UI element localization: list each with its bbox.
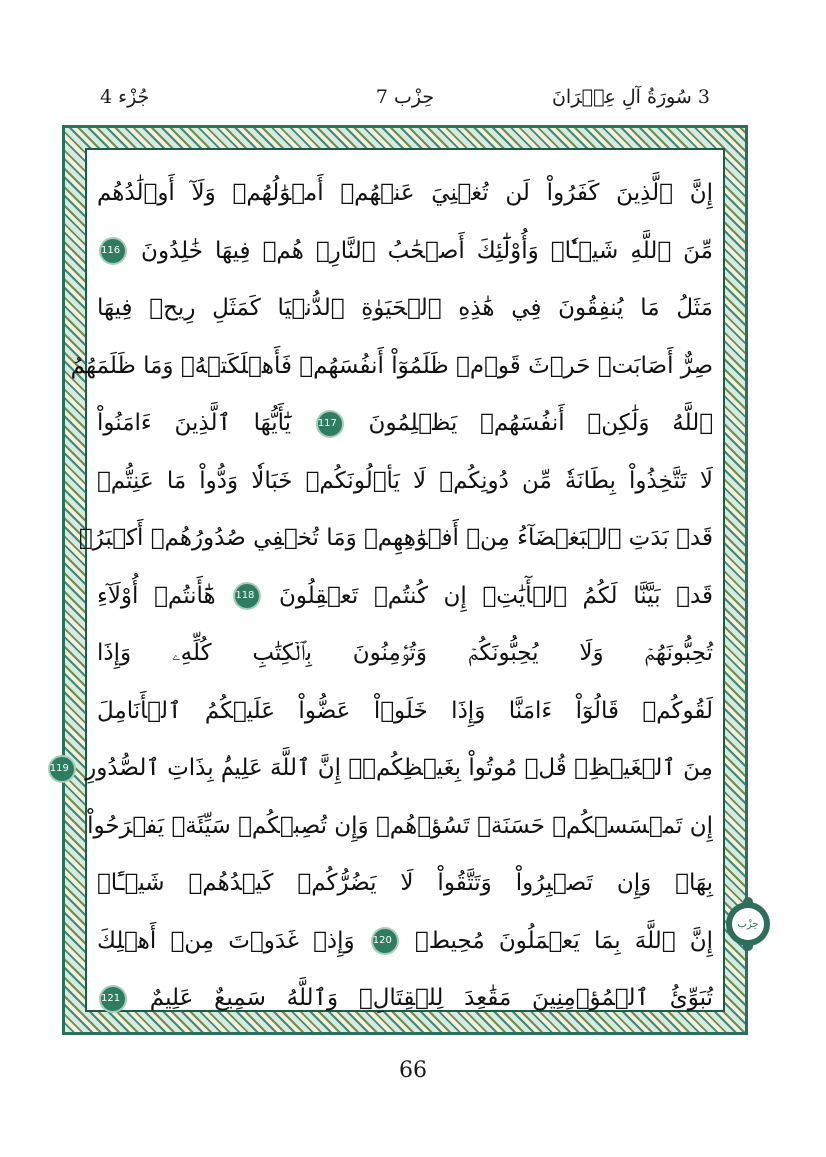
verse-text: لَقُوكُمۡ قَالُوٓاْ ءَامَنَّا وَإِذَا خَلَوۡاْ عَضُّواْ عَلَيۡكُمُ ٱلۡأَنَامِلَ xyxy=(97,697,713,724)
hizb-quarter-medallion xyxy=(724,880,772,968)
verse-text: بِهَاۖ وَإِن تَصۡبِرُواْ وَتَتَّقُواْ لَا يَضُرُّكُمۡ كَيۡدُهُمۡ شَيۡـًٔاۗ xyxy=(97,870,713,896)
verse-text: قَدۡ بَدَتِ ٱلۡبَغۡضَآءُ مِنۡ أَفۡوَٰهِهِمۡ وَمَا تُخۡفِي صُدُورُهُمۡ أَكۡبَرُۚ xyxy=(78,525,713,551)
verse-line xyxy=(49,739,713,797)
page-number: 66 xyxy=(399,1058,427,1083)
verse-line xyxy=(97,854,713,912)
medallion-label: حِزْب xyxy=(732,908,764,940)
verse-text: قَدۡ بَيَّنَّا لَكُمُ ٱلۡأٓيَٰتِۖ إِن كُنتُمۡ تَعۡقِلُونَ xyxy=(278,582,714,609)
ayah-number-marker: 117 xyxy=(318,412,342,436)
surah-label: 3 سُورَةُ آلِ عِمۡرَانَ xyxy=(551,86,710,108)
ayah-number-marker: 120 xyxy=(373,929,397,953)
verse-text: صِرٌّ أَصَابَتۡ حَرۡثَ قَوۡمٖ ظَلَمُوٓاْ أَنفُسَهُمۡ فَأَهۡلَكَتۡهُۚ وَمَا ظَلَمَهُمُ xyxy=(70,352,713,379)
verse-line xyxy=(97,624,713,682)
verse-line xyxy=(97,394,713,452)
ayah-number-marker: 119 xyxy=(50,757,74,781)
verse-line xyxy=(97,452,713,510)
verse-line xyxy=(70,337,713,395)
hizb-label: حِزْب 7 xyxy=(375,86,435,108)
verse-line xyxy=(97,912,713,970)
verse-text: مِّنَ ٱللَّهِ شَيۡـٔٗاۖ وَأُوْلَٰٓئِكَ أَصۡحَٰبُ ٱلنَّارِۚ هُمۡ فِيهَا خَٰلِدُونَ xyxy=(141,237,713,264)
medallion-ring xyxy=(726,902,770,946)
verse-text: إِنَّ ٱللَّهَ بِمَا يَعۡمَلُونَ مُحِيطٞ xyxy=(414,927,713,954)
verse-text: مِنَ ٱلۡغَيۡظِۚ قُلۡ مُوتُواْ بِغَيۡظِكُمۡۗ إِنَّ ٱللَّهَ عَلِيمُۢ بِذَاتِ ٱلصُّدُورِ xyxy=(85,755,713,781)
verse-text: إِن تَمۡسَسۡكُمۡ حَسَنَةٞ تَسُؤۡهُمۡ وَإِن تُصِبۡكُمۡ سَيِّئَةٞ يَفۡرَحُواْ xyxy=(87,812,713,839)
verse-text: تُبَوِّئُ ٱلۡمُؤۡمِنِينَ مَقَٰعِدَ لِلۡقِتَالِۗ وَٱللَّهُ سَمِيعٌ عَلِيمٌ xyxy=(149,985,714,1011)
ayah-number-marker: 118 xyxy=(235,584,259,608)
verse-line xyxy=(87,797,713,855)
verse-text: هَٰٓأَنتُمۡ أُوْلَآءِ xyxy=(97,582,216,609)
verse-line xyxy=(97,969,713,1027)
verse-text: تُحِبُّونَهُمۡ وَلَا يُحِبُّونَكُمۡ وَتُؤۡمِنُونَ بِٱلۡكِتَٰبِ كُلِّهِۦ وَإِذَا xyxy=(97,640,713,666)
verse-line xyxy=(97,164,713,222)
ornamental-frame xyxy=(49,125,748,1035)
verse-line xyxy=(97,279,713,337)
page-header xyxy=(100,82,710,118)
verse-text: إِنَّ ٱلَّذِينَ كَفَرُواْ لَن تُغۡنِيَ عَنۡهُمۡ أَمۡوَٰلُهُمۡ وَلَآ أَوۡلَٰدُهُم xyxy=(97,180,713,206)
verse-line xyxy=(97,682,713,740)
verse-text: مَثَلُ مَا يُنفِقُونَ فِي هَٰذِهِ ٱلۡحَيَوٰةِ ٱلدُّنۡيَا كَمَثَلِ رِيحٖ فِيهَا xyxy=(97,295,713,321)
quran-text xyxy=(49,160,714,1011)
verse-text: ٱللَّهُ وَلَٰكِنۡ أَنفُسَهُمۡ يَظۡلِمُونَ xyxy=(368,410,714,436)
verse-text: لَا تَتَّخِذُواْ بِطَانَةٗ مِّن دُونِكُمۡ لَا يَأۡلُونَكُمۡ خَبَالٗا وَدُّواْ مَا عَنِتُّمۡ xyxy=(97,467,713,494)
verse-text: وَإِذۡ غَدَوۡتَ مِنۡ أَهۡلِكَ xyxy=(97,927,355,954)
ayah-number-marker: 121 xyxy=(101,987,125,1011)
verse-line xyxy=(78,509,713,567)
text-panel xyxy=(49,148,725,1012)
verse-line xyxy=(97,567,713,625)
ayah-number-marker: 116 xyxy=(101,239,125,263)
verse-line xyxy=(97,222,713,280)
verse-text: يَٰٓأَيُّهَا ٱلَّذِينَ ءَامَنُواْ xyxy=(97,410,292,436)
juz-label: جُزْء 4 xyxy=(100,86,150,108)
